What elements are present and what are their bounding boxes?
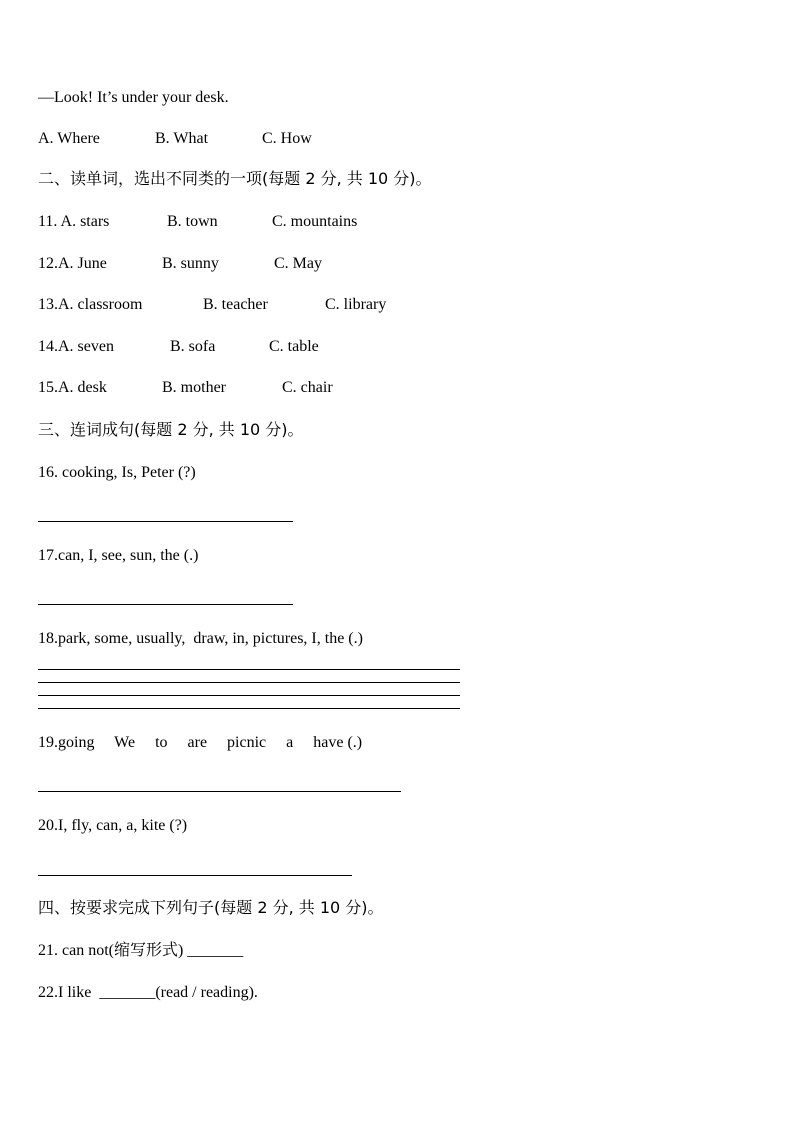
q11-option-c: C. mountains: [272, 213, 358, 230]
q18-answer-line[interactable]: [38, 695, 460, 696]
q20-answer-line[interactable]: [38, 875, 352, 876]
q18-answer-line[interactable]: [38, 682, 460, 683]
q18-answer-line[interactable]: [38, 708, 460, 709]
q14-option-b: B. sofa: [170, 338, 216, 355]
q13-option-b: B. teacher: [203, 296, 268, 313]
q12-option-a: 12.A. June: [38, 255, 107, 272]
q10-option-c: C. How: [262, 130, 312, 147]
q15-option-a: 15.A. desk: [38, 379, 107, 396]
q14-option-a: 14.A. seven: [38, 338, 114, 355]
q18-answer-line[interactable]: [38, 669, 460, 670]
question-16: 16. cooking, Is, Peter (?): [38, 464, 196, 481]
q17-answer-line[interactable]: [38, 604, 293, 605]
q12-option-b: B. sunny: [162, 255, 219, 272]
q10-option-b: B. What: [155, 130, 209, 147]
q11-option-a: 11. A. stars: [38, 213, 110, 230]
section3-heading: 三、连词成句(每题 2 分, 共 10 分)。: [38, 420, 304, 439]
section2-heading: 二、读单词，选出不同类的一项(每题 2 分, 共 10 分)。: [38, 169, 432, 188]
q15-option-b: B. mother: [162, 379, 226, 396]
q13-option-a: 13.A. classroom: [38, 296, 143, 313]
q10-answer-line: —Look! It’s under your desk.: [38, 89, 229, 106]
q12-option-c: C. May: [274, 255, 322, 272]
q16-answer-line[interactable]: [38, 521, 293, 522]
question-18: 18.park, some, usually, draw, in, pictures, I, the (.): [38, 630, 363, 647]
q19-answer-line[interactable]: [38, 791, 401, 792]
question-22: 22.I like _______(read / reading).: [38, 984, 258, 1001]
q13-option-c: C. library: [325, 296, 387, 313]
question-21: 21. can not(缩写形式) _______: [38, 942, 244, 959]
q15-option-c: C. chair: [282, 379, 333, 396]
q11-option-b: B. town: [167, 213, 218, 230]
question-17: 17.can, I, see, sun, the (.): [38, 547, 199, 564]
section4-heading: 四、按要求完成下列句子(每题 2 分, 共 10 分)。: [38, 898, 384, 917]
q10-option-a: A. Where: [38, 130, 100, 147]
q14-option-c: C. table: [269, 338, 319, 355]
question-20: 20.I, fly, can, a, kite (?): [38, 817, 188, 834]
question-19: 19.going We to are picnic a have (.): [38, 734, 363, 751]
